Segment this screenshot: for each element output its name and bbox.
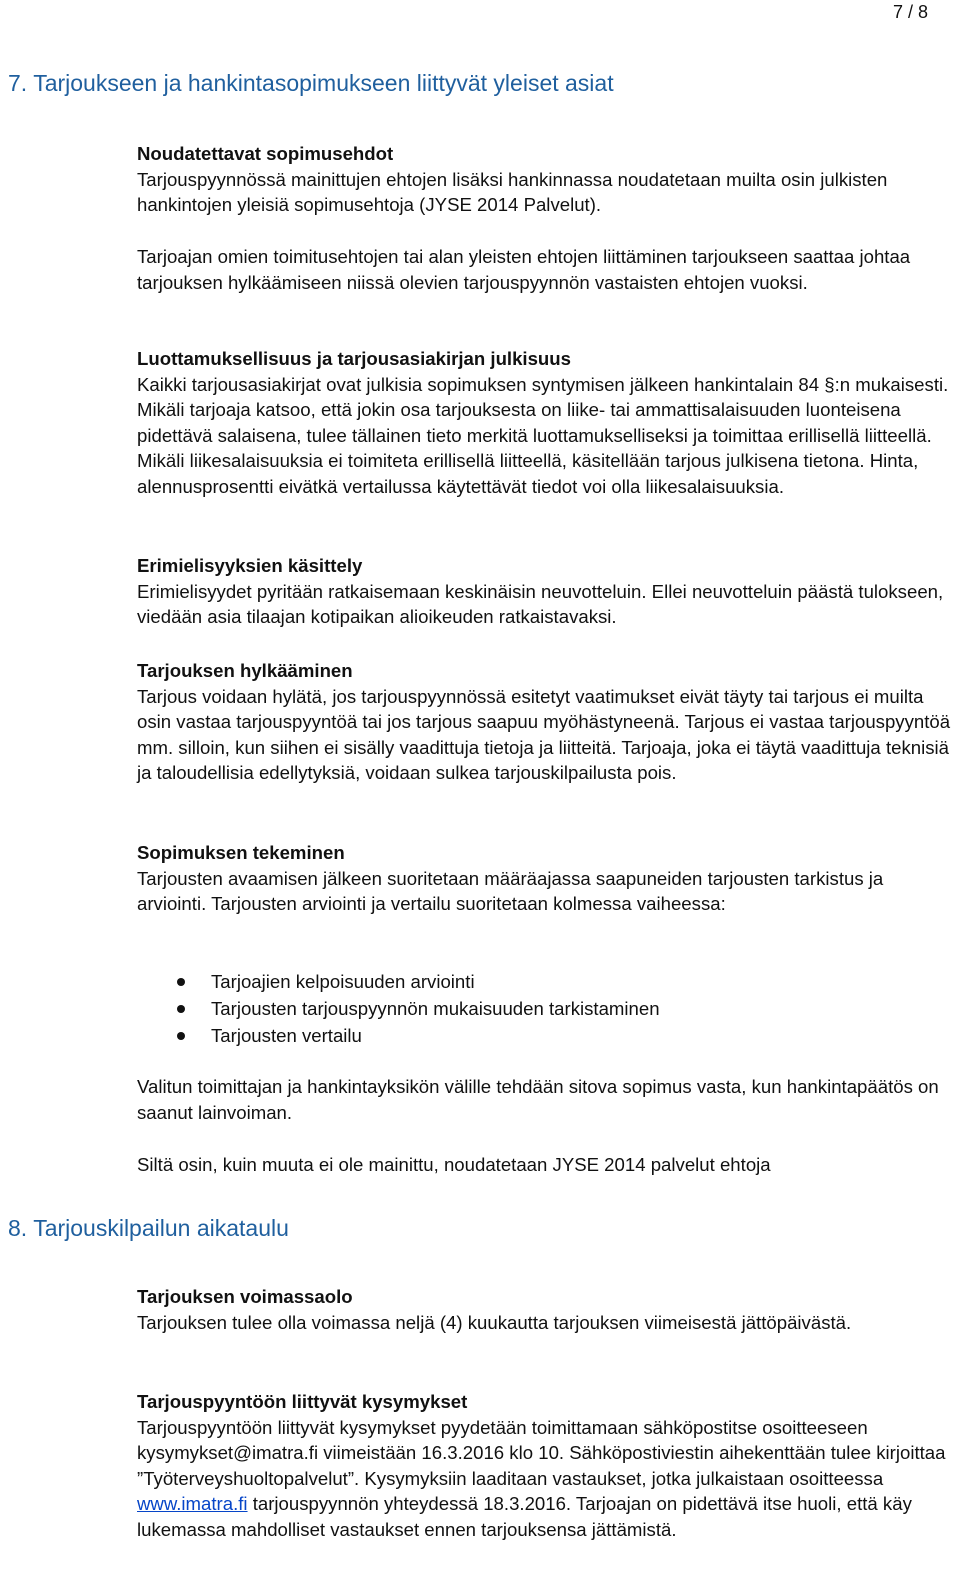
noudatettavat-text: Tarjouspyynnössä mainittujen ehtojen lisäksi hankinnassa noudatetaan muilta osin julkisten hankintojen yleisiä sopimusehtoja (JYSE 2014 Palvelut). (137, 168, 888, 216)
voimassaolo-heading: Tarjouksen voimassaolo (137, 1286, 353, 1307)
noudatettavat-heading: Noudatettavat sopimusehdot (137, 143, 394, 164)
kysymykset-text (137, 1415, 952, 1543)
list-item: Tarjousten tarjouspyynnön mukaisuuden tarkistaminen (137, 995, 937, 1022)
kysymykset-heading: Tarjouspyyntöön liittyvät kysymykset (137, 1391, 468, 1412)
voimassaolo-section (137, 1284, 952, 1335)
page-number: 7 / 8 (892, 2, 928, 22)
sopimus-lainvoima-text: Valitun toimittajan ja hankintayksikön välille tehdään sitova sopimus vasta, kun hankintapäätös on saanut lainvoiman. (137, 1076, 939, 1123)
arviointi-vaiheet-list (137, 968, 937, 1049)
section-8-number: 8. (8, 1215, 28, 1241)
luottamuksellisuus-section (137, 346, 952, 500)
sopimuksen-tekeminen-heading: Sopimuksen tekeminen (137, 842, 345, 863)
section-7-number: 7. (8, 70, 28, 96)
jyse-section (137, 1152, 952, 1178)
hylkaaminen-heading: Tarjouksen hylkääminen (137, 660, 353, 681)
jyse-text: Siltä osin, kuin muuta ei ole mainittu, noudatetaan JYSE 2014 palvelut ehtoja (137, 1154, 771, 1175)
section-7-heading (8, 70, 614, 97)
section-8-title: Tarjouskilpailun aikataulu (33, 1215, 289, 1241)
hylkaaminen-section (137, 658, 952, 786)
list-item: Tarjousten vertailu (137, 1022, 937, 1049)
luottamuksellisuus-heading: Luottamuksellisuus ja tarjousasiakirjan julkisuus (137, 348, 571, 369)
list-item: Tarjoajien kelpoisuuden arviointi (137, 968, 937, 995)
sopimuksen-tekeminen-section (137, 840, 952, 917)
kysymykset-section (137, 1389, 952, 1543)
tarjoajan-ehdot-section (137, 244, 952, 295)
kysymykset-text-start: Tarjouspyyntöön liittyvät kysymykset pyydetään toimittamaan sähköpostitse osoitteeseen kysymykset@imatra.fi viimeistään 16.3.2016 klo 10. Sähköpostiviestin aihekenttään tulee kirjoittaa ”Työterveyshuoltopalvelut”. Kysymyksiin laaditaan vastaukset, jotka julkaistaan osoitteessa (137, 1416, 946, 1489)
sopimuksen-tekeminen-text: Tarjousten avaamisen jälkeen suoritetaan määräajassa saapuneiden tarjousten tarkistus ja arviointi. Tarjousten arviointi ja vertailu suoritetaan kolmessa vaiheessa: (137, 867, 884, 915)
tarjoajan-ehdot-text: Tarjoajan omien toimitusehtojen tai alan yleisten ehtojen liittäminen tarjoukseen saattaa johtaa tarjouksen hylkäämiseen niissä olevien tarjouspyynnön vastaisten ehtojen vuoksi. (137, 246, 911, 293)
erimielisyydet-heading: Erimielisyyksien käsittely (137, 555, 363, 576)
section-7-title: Tarjoukseen ja hankintasopimukseen liittyvät yleiset asiat (33, 70, 614, 96)
kysymykset-text-end: tarjouspyynnön yhteydessä 18.3.2016. Tarjoajan on pidettävä itse huoli, että käy lukemassa mahdolliset vastaukset ennen tarjouksensa jättämistä. (137, 1493, 912, 1540)
noudatettavat-section (137, 141, 952, 218)
erimielisyydet-text: Erimielisyydet pyritään ratkaisemaan keskinäisin neuvotteluin. Ellei neuvotteluin päästä tulokseen, viedään asia tilaajan kotipaikan alioikeuden ratkaistavaksi. (137, 580, 944, 628)
luottamuksellisuus-text: Kaikki tarjousasiakirjat ovat julkisia sopimuksen syntymisen jälkeen hankintalain 84 §:n mukaisesti. Mikäli tarjoaja katsoo, että jokin osa tarjouksesta on liike- tai ammattisalaisuuden luonteisena pidettävä salaisena, tulee tällainen tieto merkitä luottamukselliseksi ja toimittaa erillisellä liitteellä. Mikäli liikesalaisuuksia ei toimiteta erillisellä liitteellä, käsitellään tarjous julkisena tietona. Hinta, alennusprosentti eivätkä vertailussa käytettävät tiedot voi olla liikesalaisuuksia. (137, 373, 949, 497)
sopimus-lainvoima-section (137, 1074, 952, 1125)
erimielisyydet-section (137, 553, 952, 630)
voimassaolo-text: Tarjouksen tulee olla voimassa neljä (4) kuukautta tarjouksen viimeisestä jättöpäivästä. (137, 1311, 852, 1333)
hylkaaminen-text: Tarjous voidaan hylätä, jos tarjouspyynnössä esitetyt vaatimukset eivät täyty tai tarjous ei muilta osin vastaa tarjouspyyntöä tai jos tarjous saapuu myöhästyneenä. Tarjous ei vastaa tarjouspyyntöä mm. silloin, kun siihen ei sisälly vaadittuja tietoja ja liitteitä. Tarjoaja, joka ei täytä vaadittuja teknisiä ja taloudellisia edellytyksiä, voidaan sulkea tarjouskilpailusta pois. (137, 685, 951, 784)
imatra-link[interactable]: www.imatra.fi (137, 1493, 248, 1515)
section-8-heading (8, 1215, 289, 1242)
